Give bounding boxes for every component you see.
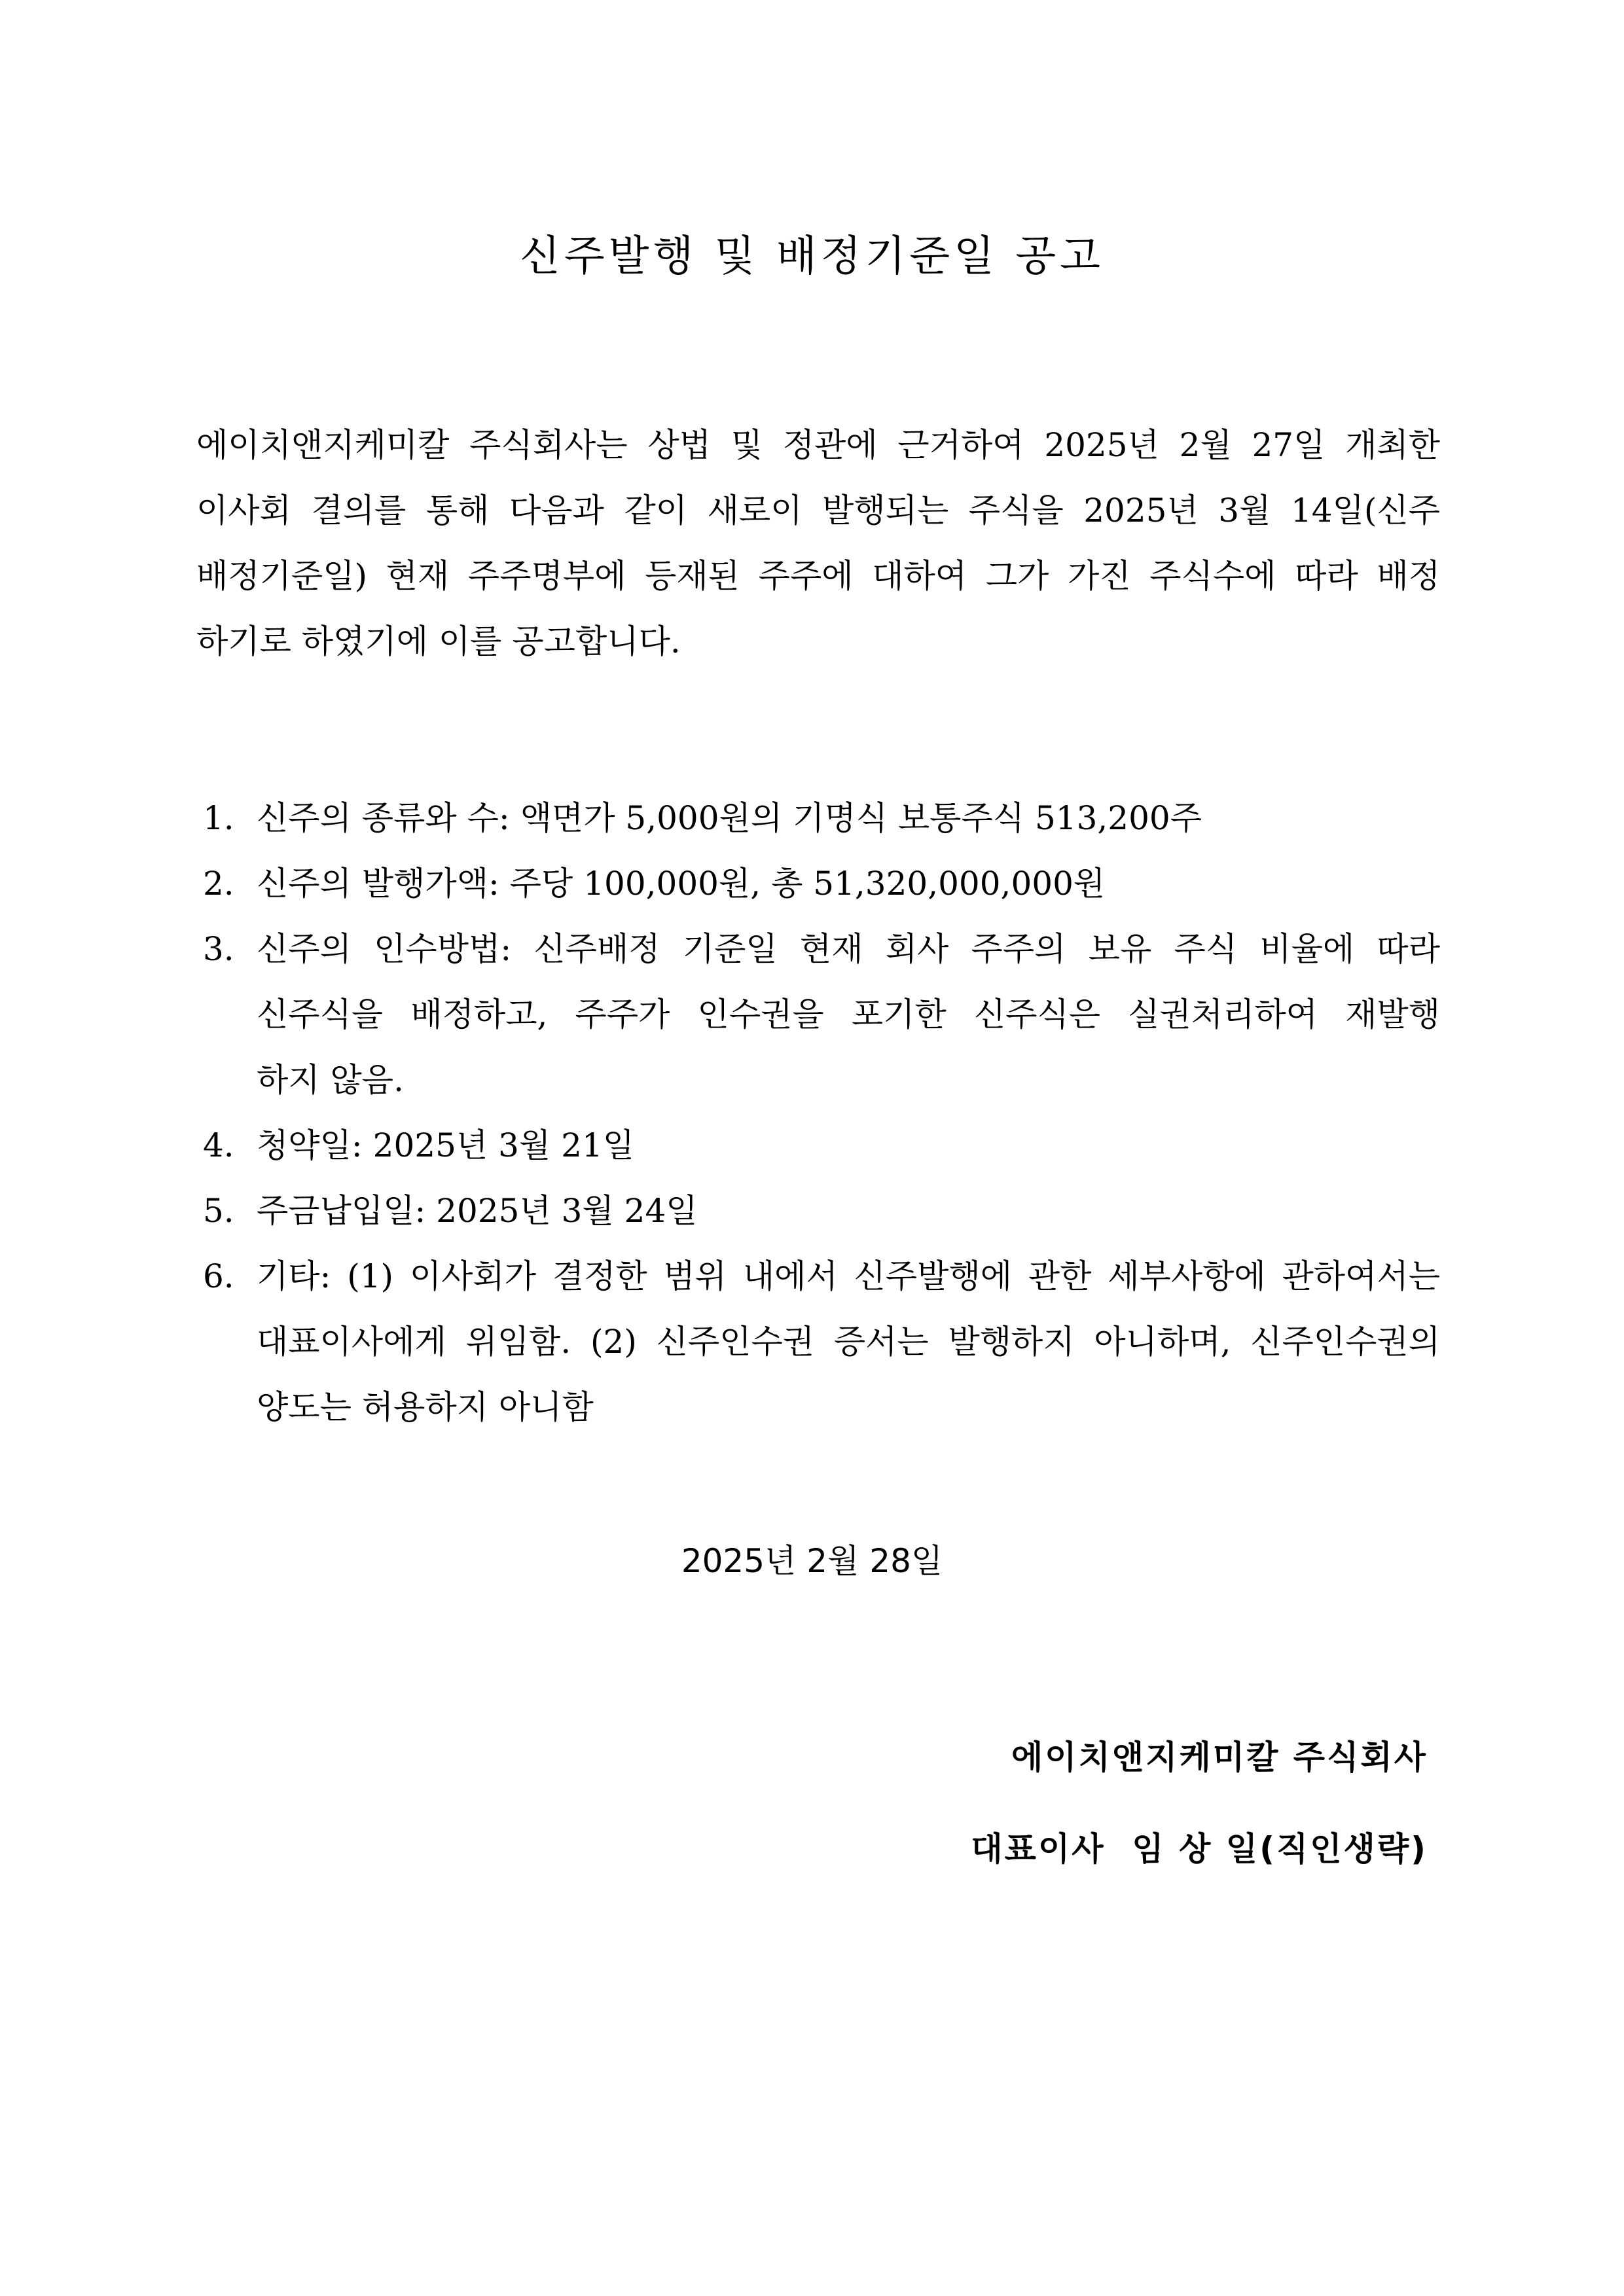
item-text: 하지 않음. [257,1061,404,1099]
item-text: 신주식을 배정하고, 주주가 인수권을 포기한 신주식은 실권처리하여 재발행 [257,996,1440,1033]
item-text: 기타: (1) 이사회가 결정한 범위 내에서 신주발행에 관한 세부사항에 관하여서는 [257,1257,1440,1295]
item-number: 2. [203,865,234,903]
item-text: 신주의 인수방법: 신주배정 기준일 현재 회사 주주의 보유 주식 비율에 따라 [257,930,1440,968]
intro-paragraph [196,412,1440,674]
item-text: 대표이사에게 위임함. (2) 신주인수권 증서는 발행하지 아니하며, 신주인수권의 [257,1323,1440,1361]
list-item [203,1113,1440,1178]
item-number: 1. [203,799,234,837]
document-title: 신주발행 및 배정기준일 공고 [520,232,1104,281]
intro-line: 에이치앤지케미칼 주식회사는 상법 및 정관에 근거하여 2025년 2월 27일 개최한 [196,426,1440,464]
list-item [203,1244,1440,1440]
item-text: 양도는 허용하지 아니함 [257,1388,594,1426]
item-number: 5. [203,1192,234,1230]
representative-name: 대표이사 임 상 일(직인생략) [971,1830,1428,1868]
item-list [203,785,1440,1440]
intro-line: 배정기준일) 현재 주주명부에 등재된 주주에 대하여 그가 가진 주식수에 따라 배정 [196,557,1440,595]
signature-block [971,1712,1428,1895]
announcement-date: 2025년 2월 28일 [681,1542,943,1580]
company-name: 에이치앤지케미칼 주식회사 [1011,1738,1428,1776]
item-number: 3. [203,930,234,968]
item-number: 6. [203,1257,234,1295]
list-item [203,1178,1440,1244]
item-text: 청약일: 2025년 3월 21일 [257,1126,635,1164]
item-text: 신주의 발행가액: 주당 100,000원, 총 51,320,000,000원 [257,865,1106,903]
intro-line: 하기로 하였기에 이를 공고합니다. [196,622,681,660]
intro-line: 이사회 결의를 통해 다음과 같이 새로이 발행되는 주식을 2025년 3월 14일(신주 [196,492,1440,529]
list-item [203,851,1440,916]
list-item [203,916,1440,1113]
item-number: 4. [203,1126,234,1164]
list-item [203,785,1440,851]
item-text: 신주의 종류와 수: 액면가 5,000원의 기명식 보통주식 513,200주 [257,799,1202,837]
item-text: 주금납입일: 2025년 3월 24일 [257,1192,698,1230]
